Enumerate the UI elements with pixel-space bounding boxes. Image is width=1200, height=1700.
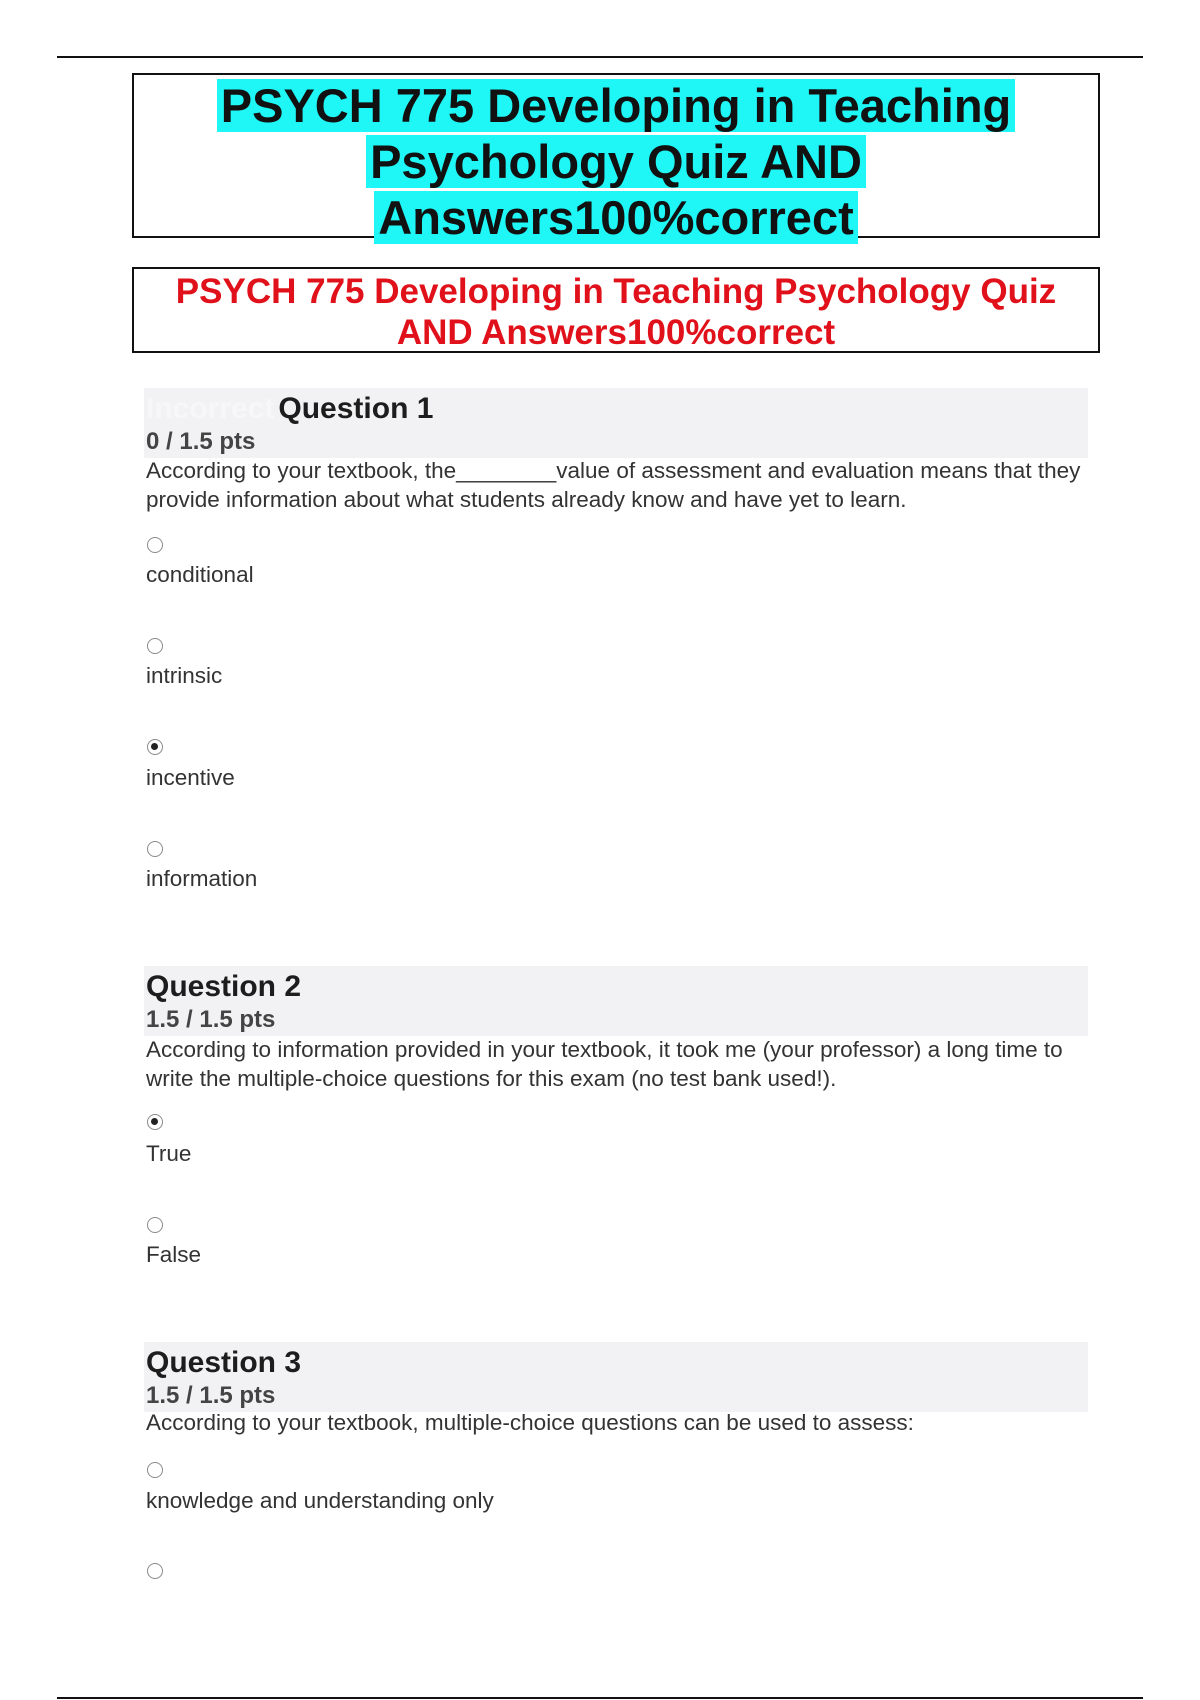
question-1-option-2-radio[interactable] — [147, 638, 163, 654]
question-1-title: Question 1 — [278, 392, 434, 425]
question-1-points: 0 / 1.5 pts — [146, 428, 256, 455]
question-1-option-4-label: information — [146, 866, 258, 891]
question-1-status: Incorrect — [146, 392, 275, 425]
question-1-option-1-label: conditional — [146, 562, 254, 587]
question-2-option-2-radio[interactable] — [147, 1217, 163, 1233]
top-rule — [57, 56, 1143, 58]
question-2-option-1-label: True — [146, 1141, 192, 1166]
question-2-option-2-label: False — [146, 1242, 202, 1267]
subtitle-line-2: AND Answers100%correct — [396, 313, 836, 352]
question-2-header — [144, 966, 1088, 1036]
title-line-2: Psychology Quiz AND — [366, 135, 866, 188]
question-2-text: According to information provided in your textbook, it took me (your professor) a long time to write the multiple-choice questions for this exam (no test bank used!). — [146, 1037, 1063, 1091]
question-2-title: Question 2 — [146, 970, 302, 1003]
question-1-option-4-radio[interactable] — [147, 841, 163, 857]
bottom-rule — [57, 1697, 1143, 1699]
question-1-option-2-label: intrinsic — [146, 663, 223, 688]
question-1-text: According to your textbook, the________value of assessment and evaluation means that they provide information about what students already know and have yet to learn. — [146, 458, 1081, 512]
subtitle-line-1: PSYCH 775 Developing in Teaching Psychology Quiz — [175, 272, 1057, 311]
question-3-header — [144, 1342, 1088, 1412]
title-box — [132, 73, 1100, 244]
question-1-option-1-radio[interactable] — [147, 537, 163, 553]
question-1-option-3-label: incentive — [146, 765, 235, 790]
question-3-points: 1.5 / 1.5 pts — [146, 1382, 276, 1409]
title-line-1: PSYCH 775 Developing in Teaching — [217, 79, 1016, 132]
question-3-option-1-radio[interactable] — [147, 1462, 163, 1478]
title-line-3: Answers100%correct — [374, 191, 858, 244]
question-3-title: Question 3 — [146, 1346, 302, 1379]
question-1-option-3-radio[interactable] — [147, 739, 163, 755]
question-2-option-1-radio[interactable] — [147, 1114, 163, 1130]
question-2-points: 1.5 / 1.5 pts — [146, 1006, 276, 1033]
question-3-text: According to your textbook, multiple-choice questions can be used to assess: — [146, 1410, 914, 1435]
question-3-option-1-label: knowledge and understanding only — [146, 1488, 494, 1513]
question-1-header — [144, 388, 1088, 458]
question-3-option-2-radio[interactable] — [147, 1563, 163, 1579]
subtitle-box — [132, 267, 1100, 353]
